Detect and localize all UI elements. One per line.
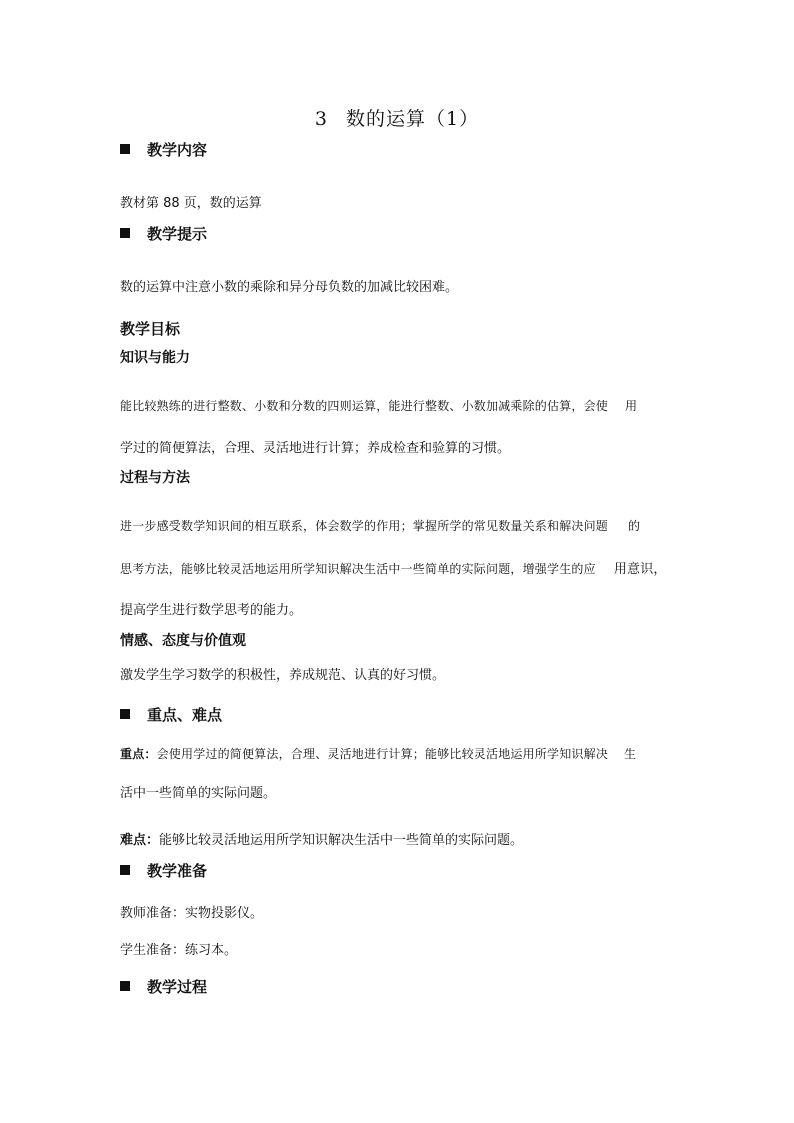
focus-line-2: 活中一些简单的实际问题。 [120, 786, 277, 801]
difficulty-line: 难点：能够比较灵活地运用所学知识解决生活中一些简单的实际问题。 [120, 833, 524, 848]
square-bullet-icon [120, 144, 130, 154]
lesson-title: 数的运算（1） [346, 108, 480, 130]
process-line-1: 进一步感受数学知识间的相互联系，体会数学的作用；掌握所学的常见数量关系和解决问题 的 [120, 519, 641, 533]
square-bullet-icon [120, 865, 130, 875]
square-bullet-icon [120, 981, 130, 991]
focus-line-1: 重点：会使用学过的简便算法，合理、灵活地进行计算；能够比较灵活地运用所学知识解决 生 [120, 747, 637, 761]
knowledge-label: 知识与能力 [120, 350, 190, 366]
attitude-text: 激发学生学习数学的积极性，养成规范、认真的好习惯。 [120, 668, 446, 683]
hint-text: 数的运算中注意小数的乘除和异分母负数的加减比较困难。 [120, 280, 459, 295]
goals-heading: 教学目标 [120, 320, 181, 338]
page-title [0, 104, 794, 131]
student-preparation: 学生准备：练习本。 [120, 943, 238, 958]
section-heading-process: 教学过程 [120, 976, 207, 997]
lesson-number: 3 [314, 108, 328, 130]
process-label: 过程与方法 [120, 470, 190, 486]
process-line-2: 思考方法，能够比较灵活地运用所学知识解决生活中一些简单的实际问题，增强学生的应 用意识， [120, 562, 667, 577]
teacher-preparation: 教师准备：实物投影仪。 [120, 906, 264, 921]
section-heading-keypoints: 重点、难点 [120, 704, 222, 725]
attitude-label: 情感、态度与价值观 [120, 633, 246, 649]
square-bullet-icon [120, 709, 130, 719]
knowledge-line-2: 学过的简便算法，合理、灵活地进行计算；养成检查和验算的习惯。 [120, 441, 511, 456]
section-heading-hint: 教学提示 [120, 223, 207, 244]
process-line-3: 提高学生进行数学思考的能力。 [120, 603, 303, 618]
section-heading-preparation: 教学准备 [120, 860, 207, 881]
square-bullet-icon [120, 228, 130, 238]
knowledge-line-1: 能比较熟练的进行整数、小数和分数的四则运算，能进行整数、小数加减乘除的估算，会使 用 [120, 399, 638, 413]
section-heading-content: 教学内容 [120, 139, 207, 160]
content-text: 教材第 88 页，数的运算 [120, 196, 262, 211]
